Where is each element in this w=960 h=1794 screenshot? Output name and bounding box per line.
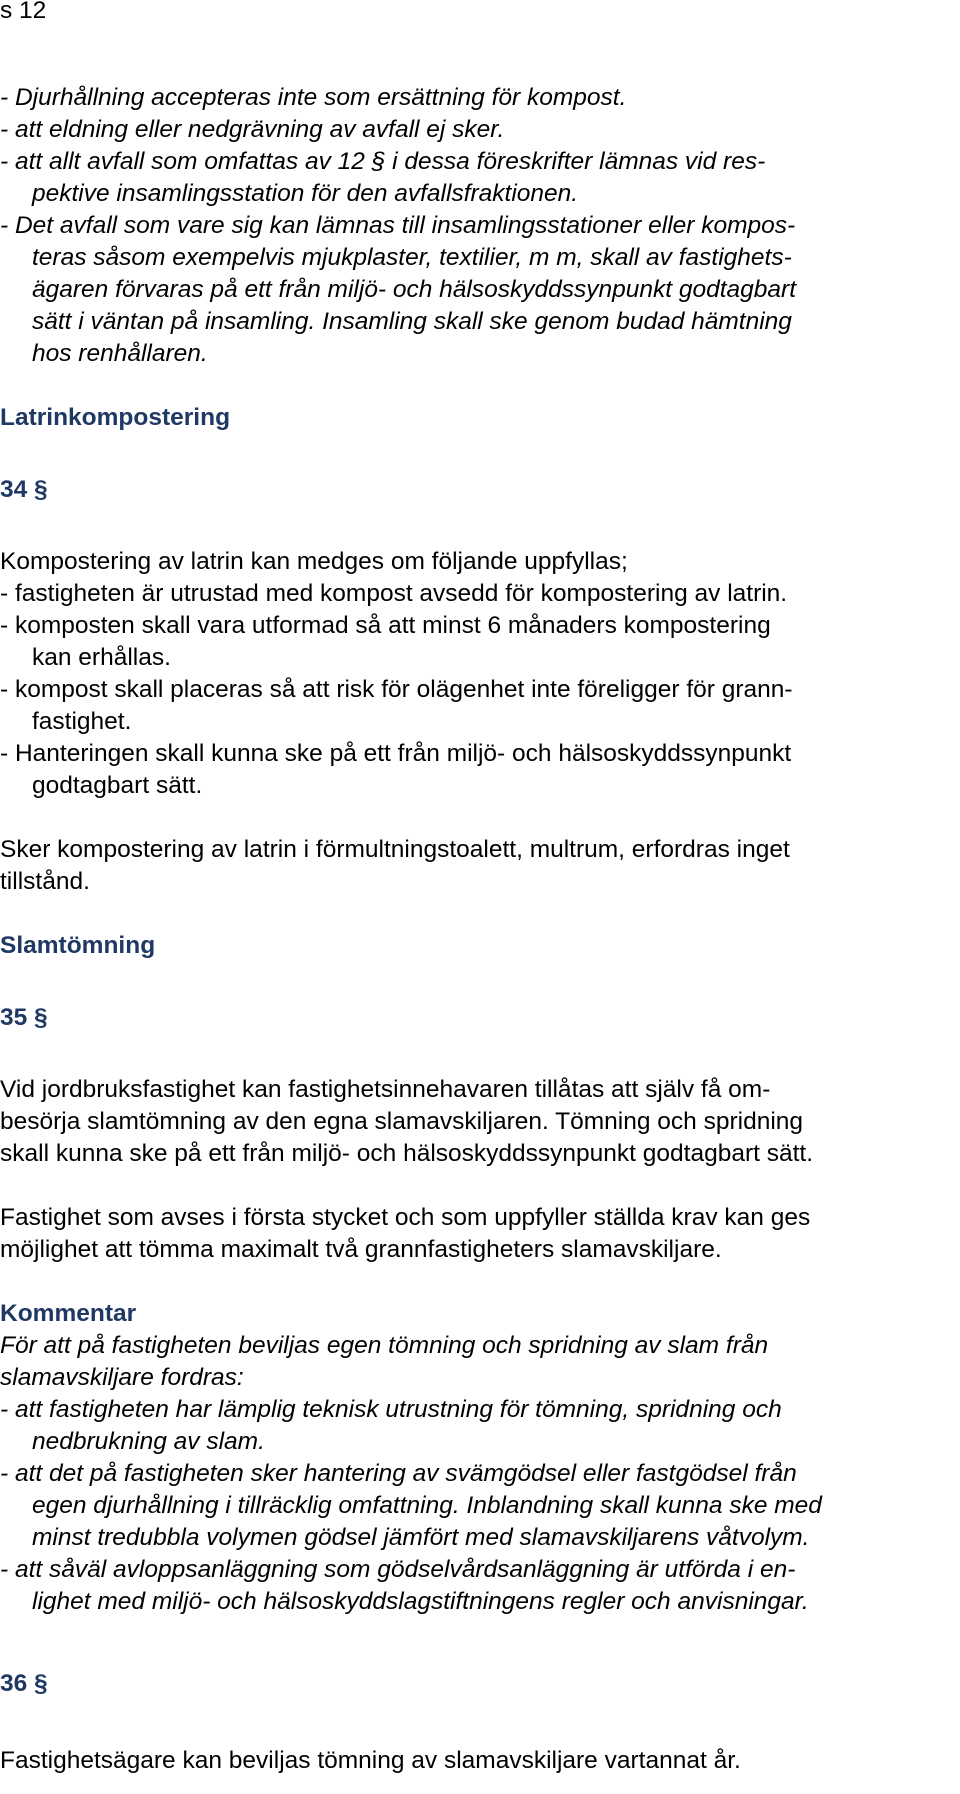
latrin-closing-line-2: tillstånd. <box>0 868 90 895</box>
section-heading-slam: Slamtömning <box>0 932 156 959</box>
slam-paragraph-1-line-3: skall kunna ske på ett från miljö- och hälsoskyddssynpunkt godtagbart sätt. <box>0 1140 814 1167</box>
intro-item-3-line-1: - att allt avfall som omfattas av 12 § i dessa föreskrifter lämnas vid res- <box>0 148 766 175</box>
comment-item-1-line-1: - att fastigheten har lämplig teknisk utrustning för tömning, spridning och <box>0 1396 782 1423</box>
intro-item-1: - Djurhållning accepteras inte som ersättning för kompost. <box>0 84 627 111</box>
latrin-intro: Kompostering av latrin kan medges om följande uppfyllas; <box>0 548 628 575</box>
comment-item-2-line-3: minst tredubbla volymen gödsel jämfört med slamavskiljarens våtvolym. <box>32 1524 810 1551</box>
paragraph-number-36: 36 § <box>0 1670 48 1697</box>
intro-item-4-line-1: - Det avfall som vare sig kan lämnas till insamlingsstationer eller kompos- <box>0 212 796 239</box>
intro-item-2: - att eldning eller nedgrävning av avfall ej sker. <box>0 116 505 143</box>
comment-item-3-line-2: lighet med miljö- och hälsoskyddslagstiftningens regler och anvisningar. <box>32 1588 809 1615</box>
slam-paragraph-1-line-2: besörja slamtömning av den egna slamavskiljaren. Tömning och spridning <box>0 1108 804 1135</box>
latrin-item-3-line-1: - kompost skall placeras så att risk för olägenhet inte föreligger för grann- <box>0 676 793 703</box>
latrin-item-2-line-1: - komposten skall vara utformad så att minst 6 månaders kompostering <box>0 612 771 639</box>
intro-item-4-line-2: teras såsom exempelvis mjukplaster, textilier, m m, skall av fastighets- <box>32 244 792 271</box>
latrin-item-4-line-2: godtagbart sätt. <box>32 772 203 799</box>
section-36-text: Fastighetsägare kan beviljas tömning av slamavskiljare vartannat år. <box>0 1747 741 1774</box>
latrin-closing-line-1: Sker kompostering av latrin i förmultningstoalett, multrum, erfordras inget <box>0 836 790 863</box>
comment-item-3-line-1: - att såväl avloppsanläggning som gödselvårdsanläggning är utförda i en- <box>0 1556 796 1583</box>
paragraph-number-34: 34 § <box>0 476 48 503</box>
paragraph-number-35: 35 § <box>0 1004 48 1031</box>
comment-heading: Kommentar <box>0 1300 137 1327</box>
comment-item-1-line-2: nedbrukning av slam. <box>32 1428 265 1455</box>
latrin-item-4-line-1: - Hanteringen skall kunna ske på ett från miljö- och hälsoskyddssynpunkt <box>0 740 792 767</box>
intro-item-3-line-2: pektive insamlingsstation för den avfallsfraktionen. <box>32 180 579 207</box>
section-heading-latrin: Latrinkompostering <box>0 404 231 431</box>
intro-item-4-line-3: ägaren förvaras på ett från miljö- och hälsoskyddssynpunkt godtagbart <box>32 276 797 303</box>
comment-item-2-line-2: egen djurhållning i tillräcklig omfattning. Inblandning skall kunna ske med <box>32 1492 822 1519</box>
page-header-fragment: s 12 <box>0 0 47 24</box>
latrin-item-3-line-2: fastighet. <box>32 708 132 735</box>
slam-paragraph-2-line-2: möjlighet att tömma maximalt två grannfastigheters slamavskiljare. <box>0 1236 722 1263</box>
intro-item-4-line-5: hos renhållaren. <box>32 340 208 367</box>
slam-paragraph-1-line-1: Vid jordbruksfastighet kan fastighetsinnehavaren tillåtas att själv få om- <box>0 1076 771 1103</box>
comment-intro-line-1: För att på fastigheten beviljas egen tömning och spridning av slam från <box>0 1332 769 1359</box>
comment-item-2-line-1: - att det på fastigheten sker hantering av svämgödsel eller fastgödsel från <box>0 1460 797 1487</box>
comment-intro-line-2: slamavskiljare fordras: <box>0 1364 244 1391</box>
slam-paragraph-2-line-1: Fastighet som avses i första stycket och som uppfyller ställda krav kan ges <box>0 1204 811 1231</box>
latrin-item-1: - fastigheten är utrustad med kompost avsedd för kompostering av latrin. <box>0 580 788 607</box>
latrin-item-2-line-2: kan erhållas. <box>32 644 171 671</box>
intro-item-4-line-4: sätt i väntan på insamling. Insamling skall ske genom budad hämtning <box>32 308 792 335</box>
